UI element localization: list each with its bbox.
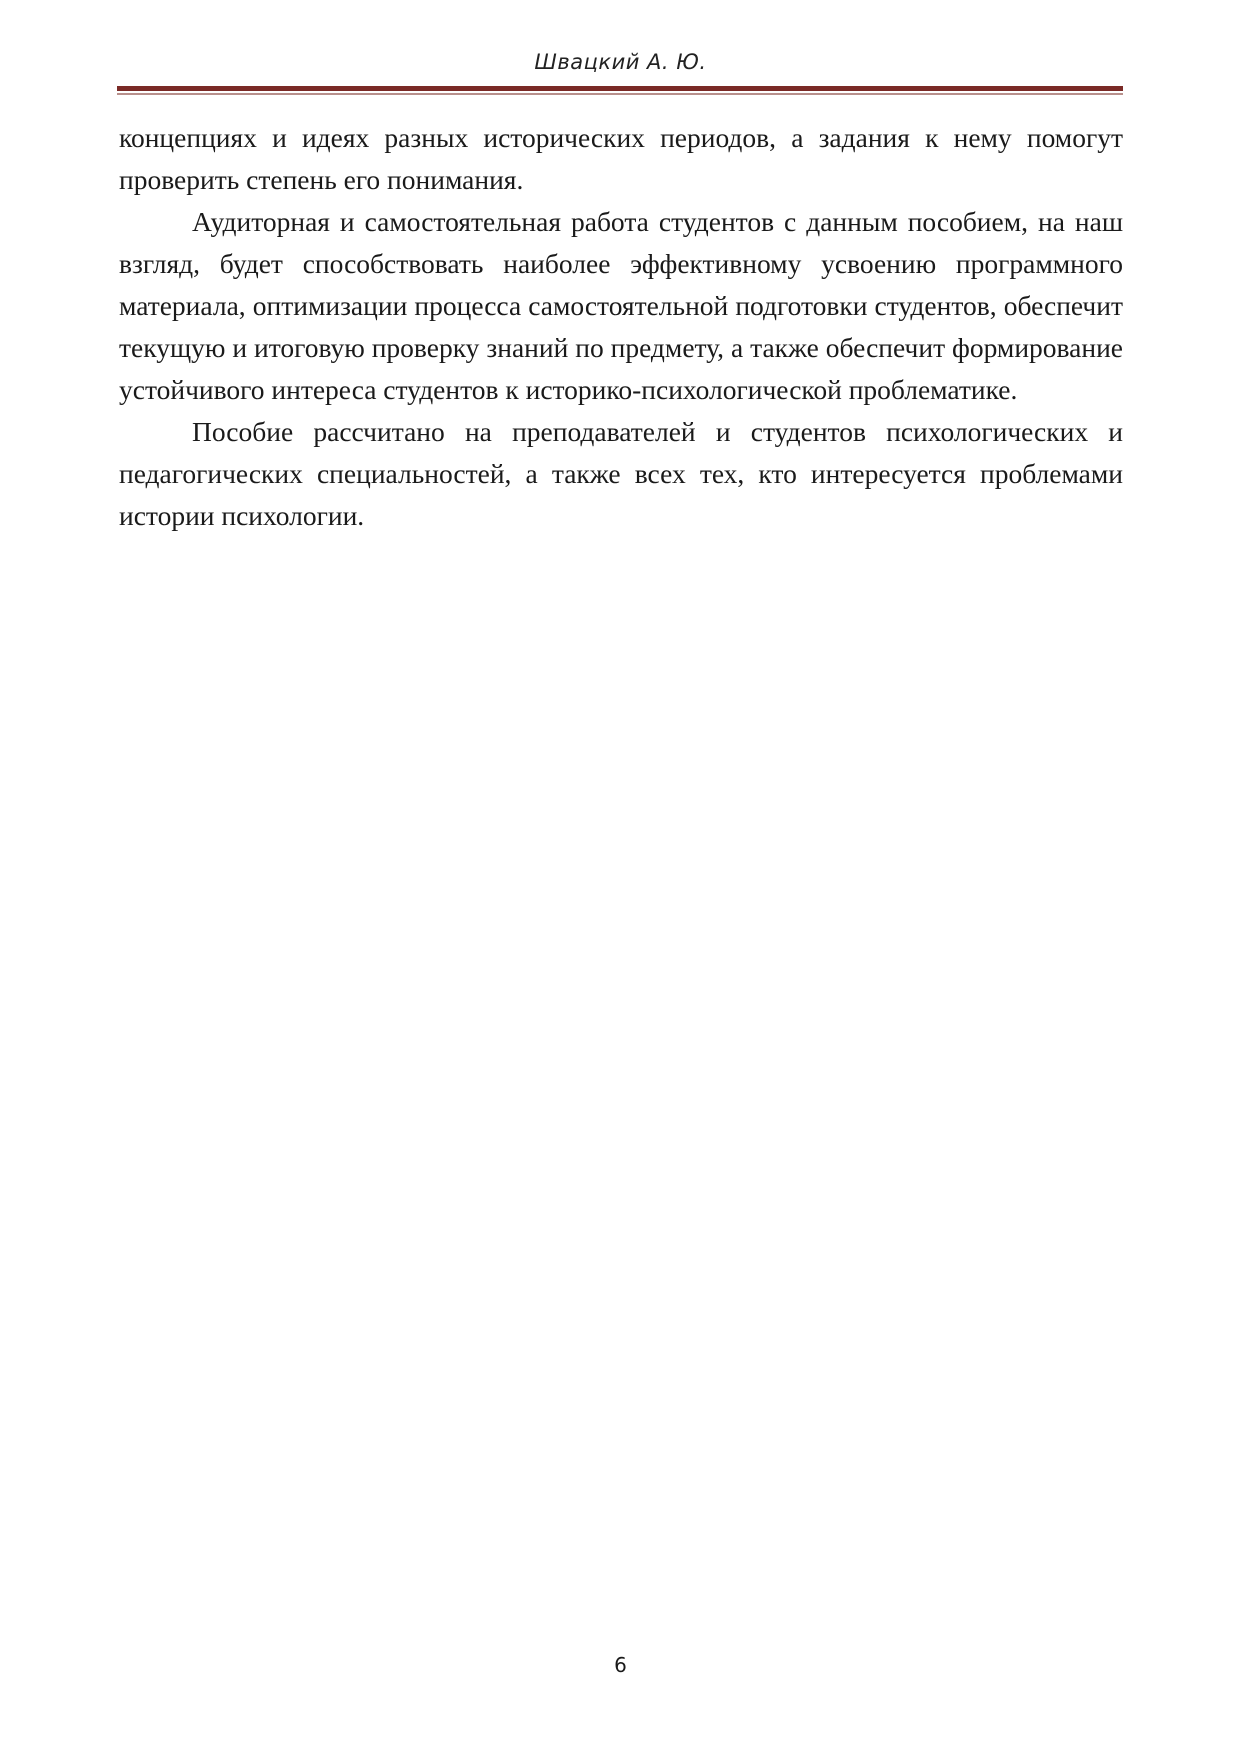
paragraph-continuation: концепциях и идеях разных исторических периодов, а задания к нему помогут проверить степень его понимания. xyxy=(119,122,1123,195)
running-header-author: Швацкий А. Ю. xyxy=(534,50,707,74)
header-divider-thin-line xyxy=(117,93,1123,95)
header-divider xyxy=(117,86,1123,96)
header-divider-thick-line xyxy=(117,86,1123,91)
page-number: 6 xyxy=(614,1653,627,1677)
paragraph: Аудиторная и самостоятельная работа студентов с данным пособием, на наш взгляд, будет способствовать наиболее эффективному усвоению программного материала, оптимизации процесса самостоятельной подготовки студентов, обеспечит текущую и итоговую проверку знаний по предмету, а также обеспечит формирование устойчивого интереса студентов к историко-психологической проблематике. xyxy=(119,206,1123,405)
paragraph: Пособие рассчитано на преподавателей и студентов психологических и педагогических специальностей, а также всех тех, кто интересуется проблемами истории психологии. xyxy=(119,416,1123,531)
body-text xyxy=(119,117,1123,537)
